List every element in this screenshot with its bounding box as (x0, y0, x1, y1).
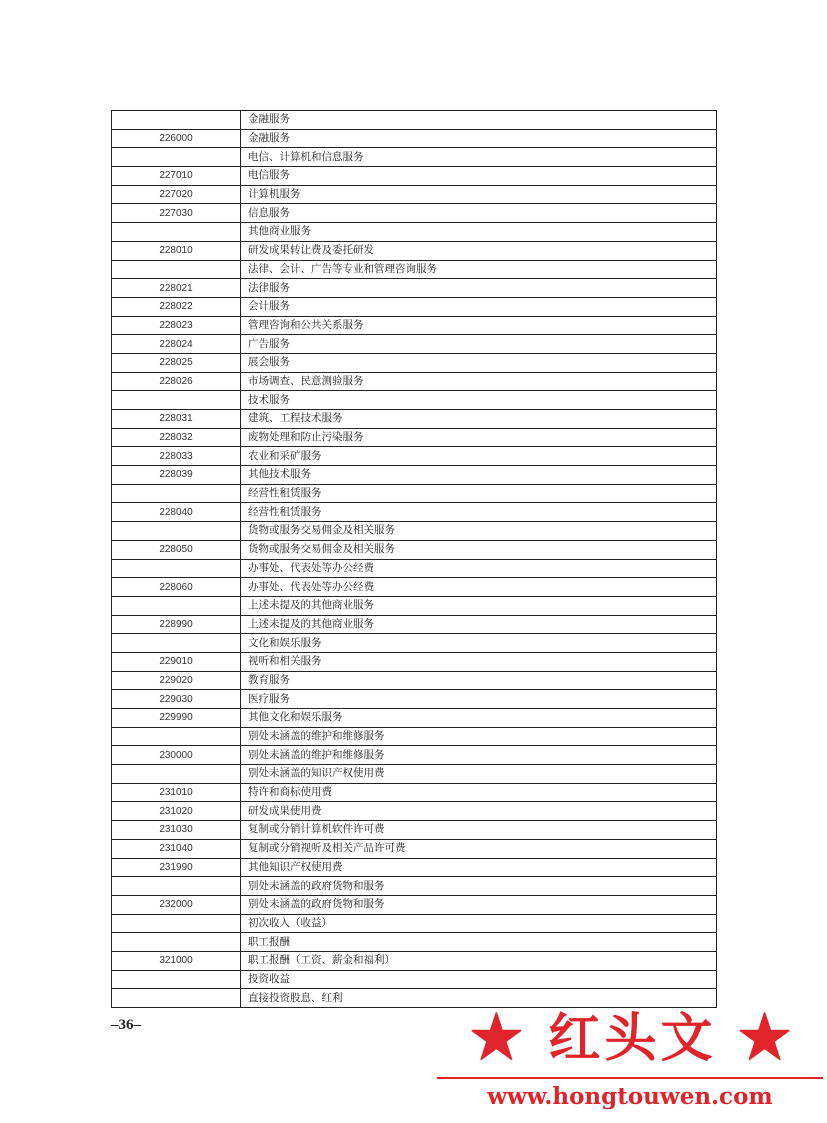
table-row (112, 596, 717, 615)
row-name: 会计服务 (241, 297, 717, 316)
row-code: 228010 (112, 241, 241, 260)
table-row (112, 466, 717, 485)
row-name: 信息服务 (241, 204, 717, 223)
row-code (112, 634, 241, 653)
table-row (112, 802, 717, 821)
row-code: 232000 (112, 895, 241, 914)
row-name: 展会服务 (241, 353, 717, 372)
row-name: 法律、会计、广告等专业和管理咨询服务 (241, 260, 717, 279)
row-name: 货物或服务交易佣金及相关服务 (241, 540, 717, 559)
table-row (112, 821, 717, 840)
table-row (112, 428, 717, 447)
row-code (112, 933, 241, 952)
row-code: 229020 (112, 671, 241, 690)
row-name: 电信、计算机和信息服务 (241, 148, 717, 167)
row-code: 229990 (112, 709, 241, 728)
table-row (112, 746, 717, 765)
table-row (112, 652, 717, 671)
table-row (112, 559, 717, 578)
table-row (112, 877, 717, 896)
row-code: 230000 (112, 746, 241, 765)
row-name: 别处未涵盖的政府货物和服务 (241, 877, 717, 896)
row-code: 228024 (112, 335, 241, 354)
row-code: 231020 (112, 802, 241, 821)
row-name: 文化和娱乐服务 (241, 634, 717, 653)
row-name: 特许和商标使用费 (241, 783, 717, 802)
table-row (112, 690, 717, 709)
row-code: 231010 (112, 783, 241, 802)
row-code: 321000 (112, 951, 241, 970)
table-row (112, 839, 717, 858)
row-code: 227020 (112, 185, 241, 204)
table-row (112, 260, 717, 279)
table-row (112, 727, 717, 746)
row-name: 视听和相关服务 (241, 652, 717, 671)
row-name: 职工报酬 (241, 933, 717, 952)
row-name: 投资收益 (241, 970, 717, 989)
table-row (112, 297, 717, 316)
table-row (112, 129, 717, 148)
row-name: 复制或分销视听及相关产品许可费 (241, 839, 717, 858)
table-row (112, 914, 717, 933)
row-code: 226000 (112, 129, 241, 148)
row-code: 228022 (112, 297, 241, 316)
table-row (112, 895, 717, 914)
table-row (112, 410, 717, 429)
row-code: 227030 (112, 204, 241, 223)
row-code: 231040 (112, 839, 241, 858)
table-row (112, 951, 717, 970)
row-name: 广告服务 (241, 335, 717, 354)
row-name: 市场调查、民意测验服务 (241, 372, 717, 391)
row-code: 229010 (112, 652, 241, 671)
table-row (112, 316, 717, 335)
watermark-url: www.hongtouwen.com (487, 1083, 773, 1110)
row-name: 上述未提及的其他商业服务 (241, 596, 717, 615)
table-row (112, 484, 717, 503)
row-code (112, 484, 241, 503)
row-name: 经营性租赁服务 (241, 484, 717, 503)
row-name: 研发成果转让费及委托研发 (241, 241, 717, 260)
row-code (112, 727, 241, 746)
row-code (112, 223, 241, 242)
row-code (112, 111, 241, 130)
row-name: 别处未涵盖的政府货物和服务 (241, 895, 717, 914)
row-name: 教育服务 (241, 671, 717, 690)
table-row (112, 858, 717, 877)
row-name: 其他知识产权使用费 (241, 858, 717, 877)
row-code: 228023 (112, 316, 241, 335)
row-code: 228050 (112, 540, 241, 559)
row-code: 228040 (112, 503, 241, 522)
row-code: 228026 (112, 372, 241, 391)
row-name: 办事处、代表处等办公经费 (241, 559, 717, 578)
row-name: 管理咨询和公共关系服务 (241, 316, 717, 335)
table-row (112, 522, 717, 541)
row-name: 别处未涵盖的维护和维修服务 (241, 727, 717, 746)
table-row (112, 372, 717, 391)
table-row (112, 989, 717, 1008)
table-row (112, 970, 717, 989)
row-name: 计算机服务 (241, 185, 717, 204)
table-row (112, 615, 717, 634)
row-code (112, 522, 241, 541)
table-row (112, 783, 717, 802)
row-name: 别处未涵盖的维护和维修服务 (241, 746, 717, 765)
row-code: 227010 (112, 167, 241, 186)
row-code (112, 989, 241, 1008)
table-row (112, 167, 717, 186)
row-name: 农业和采矿服务 (241, 447, 717, 466)
table-row (112, 148, 717, 167)
row-name: 废物处理和防止污染服务 (241, 428, 717, 447)
table-row (112, 241, 717, 260)
table-row (112, 765, 717, 784)
row-name: 其他商业服务 (241, 223, 717, 242)
row-code (112, 596, 241, 615)
row-code (112, 970, 241, 989)
row-code: 228033 (112, 447, 241, 466)
table-row (112, 578, 717, 597)
table-row (112, 223, 717, 242)
row-name: 医疗服务 (241, 690, 717, 709)
row-code (112, 148, 241, 167)
row-name: 技术服务 (241, 391, 717, 410)
row-code: 228025 (112, 353, 241, 372)
row-code: 228039 (112, 466, 241, 485)
row-code (112, 765, 241, 784)
row-code: 231990 (112, 858, 241, 877)
row-name: 别处未涵盖的知识产权使用费 (241, 765, 717, 784)
table-row (112, 671, 717, 690)
row-name: 金融服务 (241, 129, 717, 148)
row-name: 法律服务 (241, 279, 717, 298)
row-name: 复制或分销计算机软件许可费 (241, 821, 717, 840)
row-name: 办事处、代表处等办公经费 (241, 578, 717, 597)
table-row (112, 391, 717, 410)
table-row (112, 111, 717, 130)
table-row (112, 503, 717, 522)
page-number: –36– (111, 1017, 141, 1033)
table-row (112, 540, 717, 559)
row-name: 直接投资股息、红利 (241, 989, 717, 1008)
table-row (112, 353, 717, 372)
row-name: 上述未提及的其他商业服务 (241, 615, 717, 634)
table-row (112, 709, 717, 728)
table-row (112, 634, 717, 653)
table-row (112, 447, 717, 466)
row-code (112, 391, 241, 410)
row-code: 228990 (112, 615, 241, 634)
row-code: 228021 (112, 279, 241, 298)
row-name: 金融服务 (241, 111, 717, 130)
table-row (112, 185, 717, 204)
watermark-brand: ★ 红头文 ★ (470, 1008, 795, 1069)
row-code: 231030 (112, 821, 241, 840)
row-code (112, 877, 241, 896)
code-table (111, 110, 717, 1008)
row-code: 228060 (112, 578, 241, 597)
row-code (112, 559, 241, 578)
table-body (112, 111, 717, 1008)
table-row (112, 279, 717, 298)
row-name: 其他文化和娱乐服务 (241, 709, 717, 728)
row-code: 228031 (112, 410, 241, 429)
row-code (112, 260, 241, 279)
row-name: 研发成果使用费 (241, 802, 717, 821)
table-row (112, 933, 717, 952)
row-code: 228032 (112, 428, 241, 447)
row-name: 其他技术服务 (241, 466, 717, 485)
row-code: 229030 (112, 690, 241, 709)
row-name: 经营性租赁服务 (241, 503, 717, 522)
row-name: 职工报酬（工资、薪金和福利） (241, 951, 717, 970)
row-name: 建筑、工程技术服务 (241, 410, 717, 429)
row-code (112, 914, 241, 933)
row-name: 货物或服务交易佣金及相关服务 (241, 522, 717, 541)
row-name: 初次收入（收益） (241, 914, 717, 933)
table-row (112, 204, 717, 223)
table-row (112, 335, 717, 354)
row-name: 电信服务 (241, 167, 717, 186)
